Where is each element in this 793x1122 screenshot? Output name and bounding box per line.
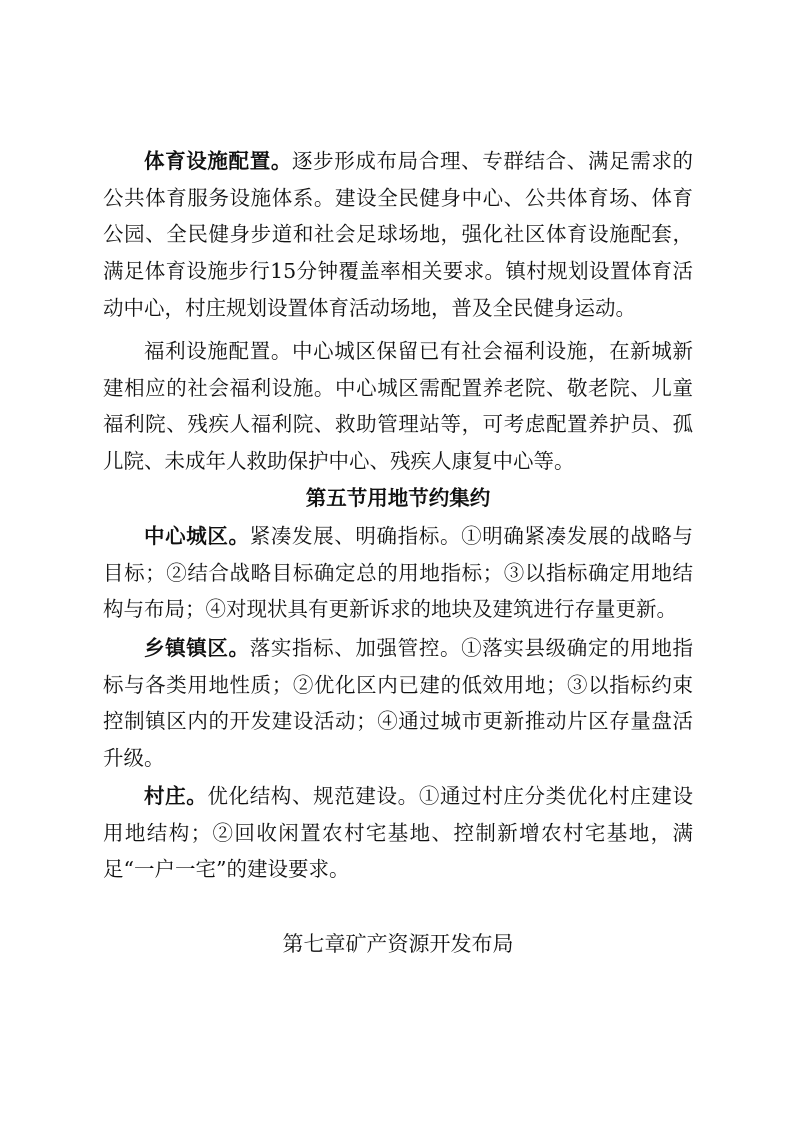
paragraph-lead: 乡镇镇区。 [144,636,250,660]
paragraph-sports-facilities [103,143,693,327]
paragraph-lead: 体育设施配置。 [144,149,292,173]
paragraph-text: 福利设施配置。中心城区保留已有社会福利设施，在新城新建相应的社会福利设施。中心城区需配置养老院、敬老院、儿童福利院、残疾人福利院、救助管理站等，可考虑配置养护员、孤儿院、未成年人救助保护中心、残疾人康复中心等。 [103,339,693,474]
paragraph-welfare-facilities [103,333,693,480]
paragraph-central-urban [103,518,693,628]
paragraph-lead: 村庄。 [144,784,208,808]
paragraph-text: 逐步形成布局合理、专群结合、满足需求的公共体育服务设施体系。建设全民健身中心、公共体育场、体育公园、全民健身步道和社会足球场地，强化社区体育设施配套，满足体育设施步行15分钟覆盖率相关要求。镇村规划设置体育活动中心，村庄规划设置体育活动场地，普及全民健身运动。 [103,149,694,320]
paragraph-text: 落实指标、加强管控。①落实县级确定的用地指标与各类用地性质；②优化区内已建的低效用地；③以指标约束控制镇区内的开发建设活动；④通过城市更新推动片区存量盘活升级。 [103,636,694,771]
paragraph-text: 优化结构、规范建设。①通过村庄分类优化村庄建设用地结构；②回收闲置农村宅基地、控制新增农村宅基地，满足“一户一宅”的建设要求。 [103,784,694,882]
paragraph-township [103,630,693,777]
paragraph-village [103,778,693,888]
paragraph-lead: 中心城区。 [144,524,250,548]
paragraph-text: 紧凑发展、明确指标。①明确紧凑发展的战略与目标；②结合战略目标确定总的用地指标；③以指标确定用地结构与布局；④对现状具有更新诉求的地块及建筑进行存量更新。 [103,524,694,622]
section-heading: 第五节用地节约集约 [305,486,491,510]
chapter-title: 第七章矿产资源开发布局 [282,932,514,956]
